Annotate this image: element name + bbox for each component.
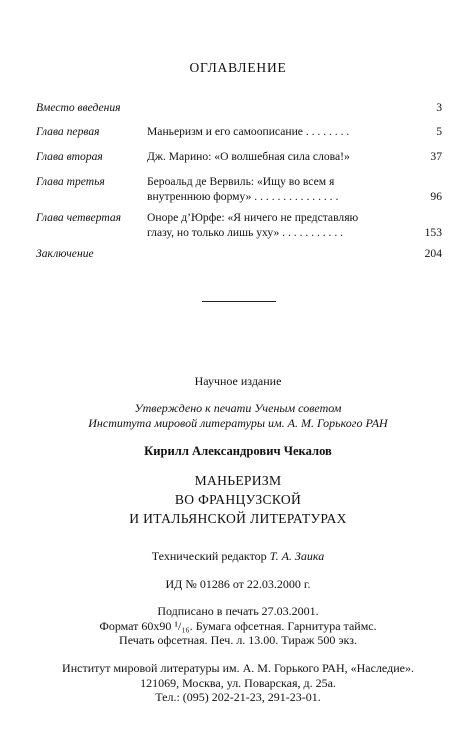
- technical-editor-label: Технический редактор: [151, 549, 267, 563]
- toc-entry-page: 96: [430, 190, 442, 203]
- toc-entry-title: Дж. Марино: «О волшебная сила слова!»: [147, 150, 350, 163]
- book-title-line: МАНЬЕРИЗМ: [194, 473, 282, 488]
- license-number: ИД № 01286 от 22.03.2000 г.: [165, 577, 311, 591]
- approval-note: [0, 401, 476, 430]
- toc-entry-page: 204: [424, 247, 442, 260]
- publisher-line: Тел.: (095) 202-21-23, 291-23-01.: [155, 690, 321, 704]
- book-title: [0, 471, 476, 528]
- print-details-line: Формат 60х90 ¹/₁₆. Бумага офсетная. Гарнитура таймс.: [99, 618, 377, 633]
- publisher-line: 121069, Москва, ул. Поварская, д. 25а.: [140, 675, 336, 690]
- toc-entry-label: Заключение: [36, 247, 94, 260]
- technical-editor: [0, 549, 476, 564]
- technical-editor-name: Т. А. Заика: [269, 549, 325, 563]
- toc-entry-page: 5: [436, 125, 442, 138]
- toc-entry-label: Глава вторая: [36, 150, 103, 163]
- toc-entry-page: 37: [430, 150, 442, 163]
- author-name: Кирилл Александрович Чекалов: [144, 444, 332, 458]
- book-title-line: ВО ФРАНЦУЗСКОЙ: [174, 492, 302, 507]
- approval-line: Утверждено к печати Ученым советом: [134, 401, 342, 415]
- toc-entry-label: Глава первая: [36, 125, 100, 138]
- print-details-line: Печать офсетная. Печ. л. 13.00. Тираж 500 экз.: [119, 633, 357, 647]
- toc-entry-page: 3: [436, 101, 442, 114]
- toc-entry-label: Вместо введения: [36, 101, 121, 114]
- toc-title: ОГЛАВЛЕНИЕ: [189, 60, 287, 75]
- edition-type: Научное издание: [194, 374, 282, 388]
- toc-entry-title-line-2: внутреннюю форму» . . . . . . . . . . . . . . .: [147, 190, 339, 203]
- toc-entry-page: 153: [424, 226, 442, 239]
- toc-entry-label: Глава третья: [36, 175, 105, 188]
- toc-entry-label: Глава четвертая: [36, 211, 122, 224]
- publisher-info: [0, 661, 476, 705]
- book-title-line: И ИТАЛЬЯНСКОЙ ЛИТЕРАТУРАХ: [129, 511, 347, 526]
- toc-entry-title-line-1: Бероальд де Вервиль: «Ищу во всем я: [147, 175, 335, 188]
- print-details: [0, 604, 476, 648]
- section-divider: [202, 301, 276, 302]
- approval-line: Института мировой литературы им. А. М. Горького РАН: [88, 415, 388, 430]
- toc-entry-title: Маньеризм и его самоописание . . . . . . . .: [147, 125, 350, 138]
- toc-entry-title-line-2: глазу, но только лишь уху» . . . . . . . . . . .: [147, 226, 344, 239]
- publisher-line: Институт мировой литературы им. А. М. Горького РАН, «Наследие».: [62, 661, 414, 675]
- toc-entry-title-line-1: Оноре д’Юрфе: «Я ничего не представляю: [147, 211, 359, 224]
- print-details-line: Подписано в печать 27.03.2001.: [157, 604, 319, 618]
